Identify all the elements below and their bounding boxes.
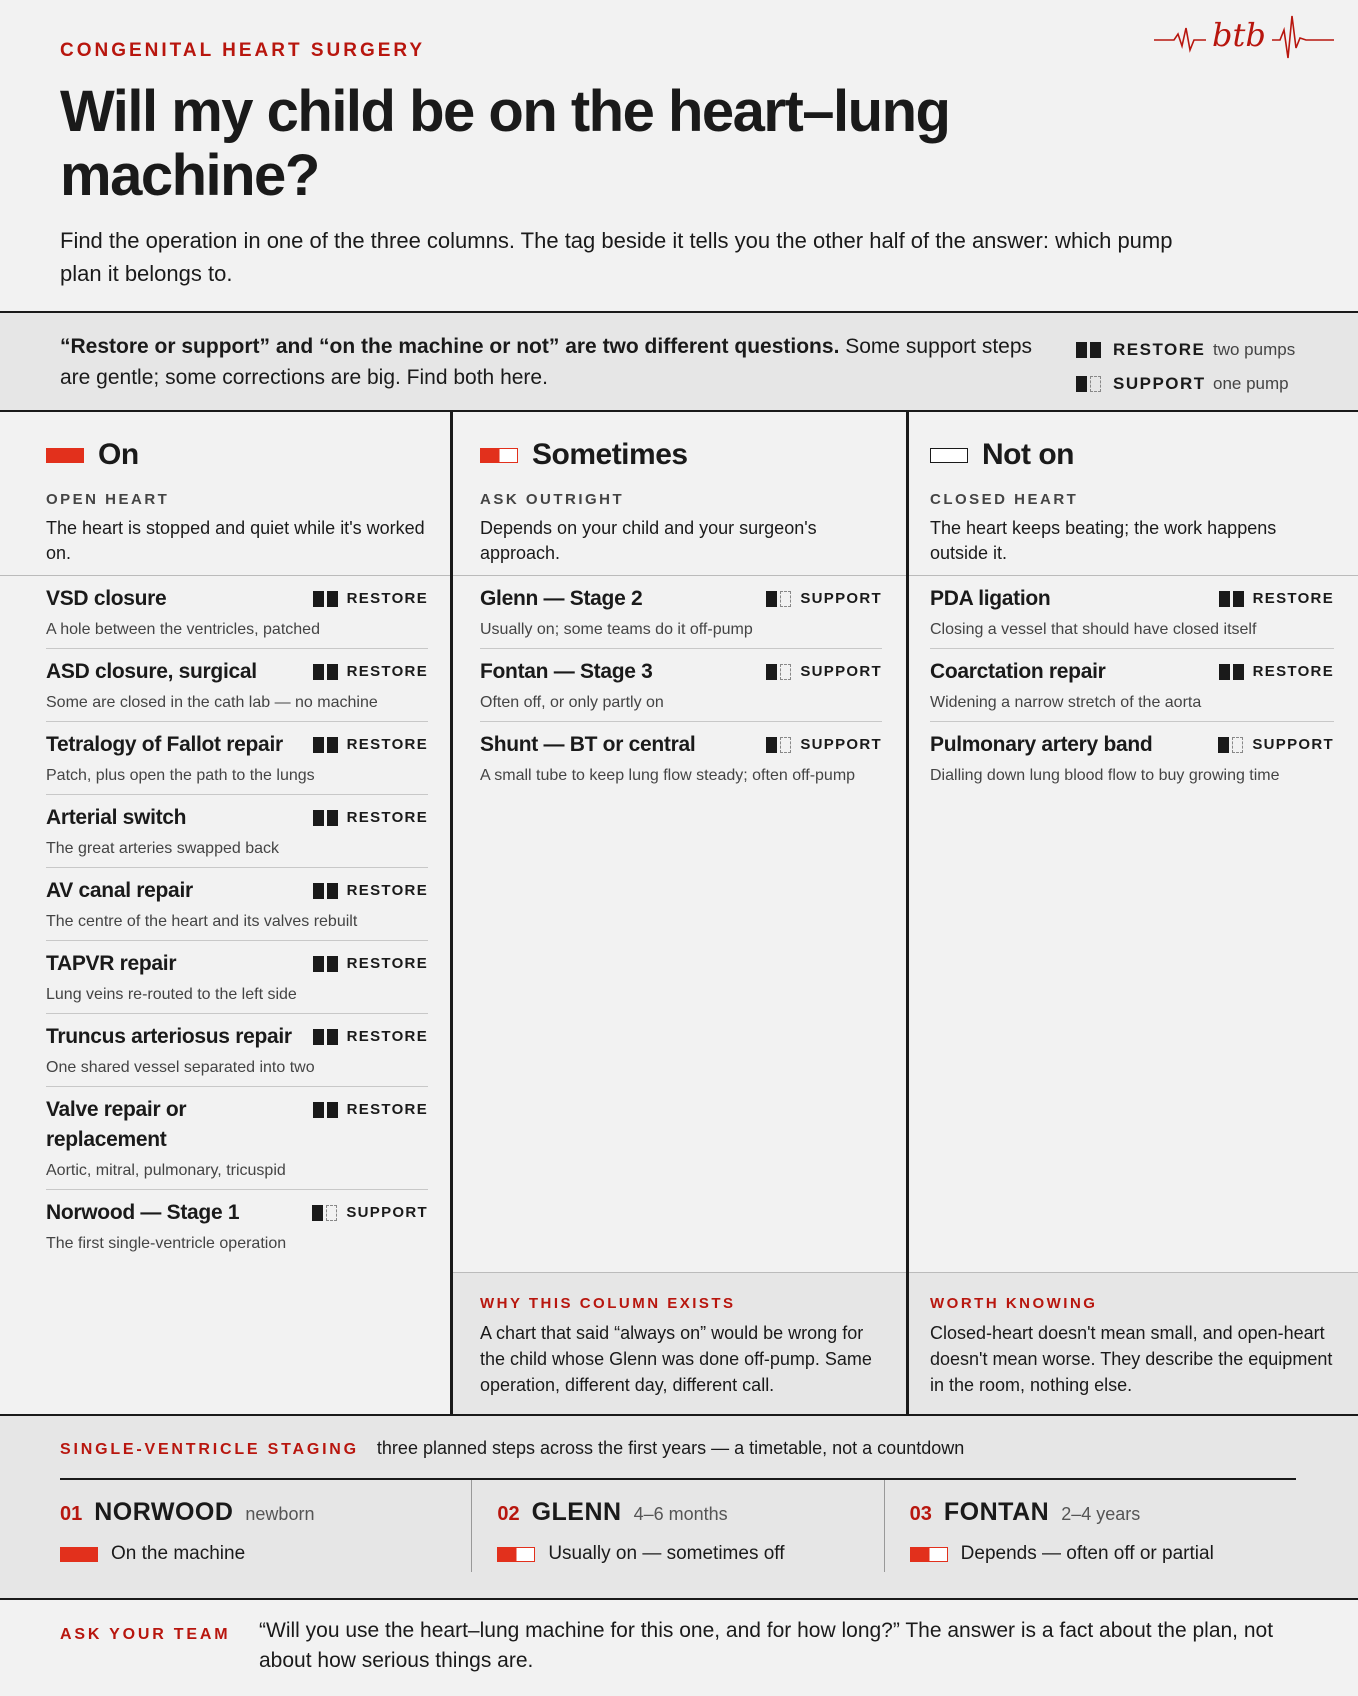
operation-name: VSD closure bbox=[46, 587, 167, 610]
note-kicker: WORTH KNOWING bbox=[930, 1295, 1098, 1312]
band-text bbox=[60, 331, 1040, 393]
stage-age: 4–6 months bbox=[633, 1504, 728, 1524]
stage-number: 02 bbox=[497, 1503, 520, 1525]
page-kicker: CONGENITAL HEART SURGERY bbox=[60, 40, 426, 61]
operation-name: Fontan — Stage 3 bbox=[480, 660, 653, 683]
support-pump-icon bbox=[766, 737, 791, 753]
operation-item bbox=[46, 1087, 428, 1190]
why-column-note bbox=[453, 1272, 906, 1414]
operation-item bbox=[46, 941, 428, 1014]
restore-pumps-icon bbox=[313, 810, 338, 826]
column-desc: The heart keeps beating; the work happens outside it. bbox=[930, 518, 1277, 563]
pump-tag bbox=[766, 663, 882, 680]
operation-name: Shunt — BT or central bbox=[480, 733, 696, 756]
operation-name: Glenn — Stage 2 bbox=[480, 587, 643, 610]
pump-tag-label: SUPPORT bbox=[800, 663, 882, 680]
legend-tag: SUPPORT bbox=[1113, 374, 1206, 393]
column-not-on bbox=[906, 412, 1358, 1414]
pump-legend bbox=[1076, 333, 1295, 401]
sometimes-swatch-icon bbox=[480, 448, 518, 463]
sometimes-swatch-icon bbox=[497, 1547, 535, 1562]
operation-list bbox=[0, 576, 450, 1262]
operation-name: Norwood — Stage 1 bbox=[46, 1201, 240, 1224]
operation-item bbox=[930, 722, 1334, 794]
sometimes-swatch-icon bbox=[910, 1547, 948, 1562]
restore-pumps-icon bbox=[313, 1029, 338, 1045]
operation-note: Aortic, mitral, pulmonary, tricuspid bbox=[46, 1162, 286, 1179]
note-kicker: WHY THIS COLUMN EXISTS bbox=[480, 1295, 736, 1312]
pump-tag bbox=[766, 736, 882, 753]
operation-list bbox=[909, 576, 1358, 794]
operation-note: Dialling down lung blood flow to buy growing time bbox=[930, 767, 1280, 784]
column-desc: The heart is stopped and quiet while it's worked on. bbox=[46, 518, 425, 563]
restore-pumps-icon bbox=[1076, 342, 1101, 358]
restore-pumps-icon bbox=[313, 1102, 338, 1118]
operation-name: Truncus arteriosus repair bbox=[46, 1025, 292, 1048]
operation-item bbox=[46, 1014, 428, 1087]
pump-tag bbox=[313, 663, 428, 680]
column-header bbox=[0, 412, 450, 576]
stage-status: Usually on — sometimes off bbox=[548, 1543, 785, 1564]
column-kicker: CLOSED HEART bbox=[930, 491, 1079, 508]
operation-item bbox=[480, 576, 882, 649]
stage-name: NORWOOD bbox=[94, 1498, 234, 1526]
pump-tag-label: SUPPORT bbox=[800, 590, 882, 607]
operation-note: The first single-ventricle operation bbox=[46, 1235, 287, 1252]
pump-tag-label: RESTORE bbox=[346, 882, 428, 899]
operation-name: Valve repair or replacement bbox=[46, 1098, 187, 1151]
operation-item bbox=[46, 722, 428, 795]
support-pump-icon bbox=[766, 591, 791, 607]
stage-status: Depends — often off or partial bbox=[960, 1543, 1214, 1564]
pump-tag-label: RESTORE bbox=[1252, 663, 1334, 680]
pump-tag-label: RESTORE bbox=[346, 736, 428, 753]
operation-item bbox=[480, 722, 882, 794]
stage-age: 2–4 years bbox=[1061, 1504, 1141, 1524]
legend-desc: two pumps bbox=[1213, 340, 1296, 359]
operation-name: Coarctation repair bbox=[930, 660, 1106, 683]
legend-desc: one pump bbox=[1213, 374, 1289, 393]
pump-tag-label: RESTORE bbox=[346, 590, 428, 607]
restore-pumps-icon bbox=[313, 883, 338, 899]
pump-tag bbox=[1219, 663, 1334, 680]
legend-support bbox=[1076, 367, 1295, 401]
pump-tag-label: RESTORE bbox=[346, 663, 428, 680]
restore-pumps-icon bbox=[313, 664, 338, 680]
column-header bbox=[909, 412, 1358, 576]
operation-note: The great arteries swapped back bbox=[46, 840, 280, 857]
column-kicker: OPEN HEART bbox=[46, 491, 170, 508]
operation-item bbox=[930, 576, 1334, 649]
operation-name: Pulmonary artery band bbox=[930, 733, 1153, 756]
pump-tag bbox=[313, 1028, 428, 1045]
page-intro: Find the operation in one of the three columns. The tag beside it tells you the other half of the answer: which pump plan it belongs to. bbox=[60, 228, 1173, 286]
support-pump-icon bbox=[1076, 376, 1101, 392]
stage-age: newborn bbox=[245, 1504, 315, 1524]
band-lead: “Restore or support” and “on the machine or not” are two different questions. bbox=[60, 335, 840, 358]
column-desc: Depends on your child and your surgeon's approach. bbox=[480, 518, 817, 563]
page-title: Will my child be on the heart–lung machine? bbox=[60, 79, 950, 208]
support-pump-icon bbox=[312, 1205, 337, 1221]
pump-tag bbox=[313, 590, 428, 607]
pump-tag bbox=[313, 955, 428, 972]
btb-heartbeat-logo bbox=[1154, 10, 1334, 66]
legend-restore bbox=[1076, 333, 1295, 367]
staging-text: three planned steps across the first years — a timetable, not a countdown bbox=[376, 1438, 965, 1458]
operation-item bbox=[46, 576, 428, 649]
pump-tag bbox=[1218, 736, 1334, 753]
operation-note: Patch, plus open the path to the lungs bbox=[46, 767, 315, 784]
stage-norwood bbox=[60, 1480, 471, 1572]
operation-item bbox=[46, 868, 428, 941]
footer-question: “Will you use the heart–lung machine for this one, and for how long?” The answer is a fact about the plan, not about how serious things are. bbox=[259, 1619, 1274, 1672]
operation-name: AV canal repair bbox=[46, 879, 193, 902]
pump-tag bbox=[312, 1204, 428, 1221]
stage-number: 01 bbox=[60, 1503, 83, 1525]
pump-tag bbox=[313, 809, 428, 826]
restore-support-band bbox=[0, 311, 1358, 412]
operation-list bbox=[453, 576, 906, 794]
restore-pumps-icon bbox=[313, 737, 338, 753]
legend-tag: RESTORE bbox=[1113, 340, 1206, 359]
pump-tag-label: RESTORE bbox=[1252, 590, 1334, 607]
stage-name: GLENN bbox=[531, 1498, 622, 1526]
operation-note: Usually on; some teams do it off-pump bbox=[480, 621, 753, 638]
pump-tag bbox=[313, 736, 428, 753]
operation-item bbox=[46, 795, 428, 868]
pump-tag-label: RESTORE bbox=[346, 809, 428, 826]
support-pump-icon bbox=[1218, 737, 1243, 753]
operation-note: The centre of the heart and its valves rebuilt bbox=[46, 913, 358, 930]
operation-note: Closing a vessel that should have closed itself bbox=[930, 621, 1257, 638]
pump-tag bbox=[313, 882, 428, 899]
operation-note: Some are closed in the cath lab — no machine bbox=[46, 694, 378, 711]
on-swatch-icon bbox=[46, 448, 84, 463]
operation-note: Lung veins re-routed to the left side bbox=[46, 986, 297, 1003]
pump-tag-label: SUPPORT bbox=[800, 736, 882, 753]
support-pump-icon bbox=[766, 664, 791, 680]
column-title: On bbox=[98, 438, 139, 471]
note-text: Closed-heart doesn't mean small, and open-heart doesn't mean worse. They describe the equipment in the room, nothing else. bbox=[930, 1323, 1333, 1395]
restore-pumps-icon bbox=[313, 956, 338, 972]
staging-kicker: SINGLE-VENTRICLE STAGING bbox=[60, 1441, 359, 1458]
pump-tag-label: RESTORE bbox=[346, 955, 428, 972]
operation-name: ASD closure, surgical bbox=[46, 660, 257, 683]
off-swatch-icon bbox=[930, 448, 968, 463]
pump-tag-label: SUPPORT bbox=[1252, 736, 1334, 753]
operation-item bbox=[480, 649, 882, 722]
column-title: Sometimes bbox=[532, 438, 688, 471]
restore-pumps-icon bbox=[313, 591, 338, 607]
stage-glenn bbox=[471, 1480, 883, 1572]
operation-note: Often off, or only partly on bbox=[480, 694, 664, 711]
operation-name: Arterial switch bbox=[46, 806, 187, 829]
operation-note: Widening a narrow stretch of the aorta bbox=[930, 694, 1202, 711]
column-on bbox=[0, 412, 450, 1414]
column-sometimes bbox=[450, 412, 906, 1414]
operation-name: Tetralogy of Fallot repair bbox=[46, 733, 283, 756]
logo-text: btb bbox=[1212, 16, 1266, 54]
column-kicker: ASK OUTRIGHT bbox=[480, 491, 625, 508]
pump-tag-label: RESTORE bbox=[346, 1101, 428, 1118]
pump-tag-label: RESTORE bbox=[346, 1028, 428, 1045]
band-rest: Some support steps are gentle; some corrections are big. Find both here. bbox=[60, 335, 1033, 389]
column-header bbox=[453, 412, 906, 576]
operation-item bbox=[46, 649, 428, 722]
restore-pumps-icon bbox=[1219, 591, 1244, 607]
on-swatch-icon bbox=[60, 1547, 98, 1562]
pump-tag bbox=[1219, 590, 1334, 607]
pump-tag bbox=[766, 590, 882, 607]
operation-name: TAPVR repair bbox=[46, 952, 177, 975]
restore-pumps-icon bbox=[1219, 664, 1244, 680]
column-title: Not on bbox=[982, 438, 1074, 471]
operation-item bbox=[46, 1190, 428, 1262]
pump-tag bbox=[313, 1101, 428, 1118]
stage-name: FONTAN bbox=[943, 1498, 1050, 1526]
pump-tag-label: SUPPORT bbox=[346, 1204, 428, 1221]
footer-kicker: ASK YOUR TEAM bbox=[60, 1626, 231, 1643]
operation-name: PDA ligation bbox=[930, 587, 1051, 610]
stage-status: On the machine bbox=[111, 1543, 246, 1564]
note-text: A chart that said “always on” would be wrong for the child whose Glenn was done off-pump. Same operation, different day, different call. bbox=[480, 1323, 872, 1395]
machine-columns bbox=[0, 412, 1358, 1414]
operation-note: One shared vessel separated into two bbox=[46, 1059, 315, 1076]
heartbeat-line-icon bbox=[1154, 28, 1206, 50]
single-ventricle-staging bbox=[0, 1414, 1358, 1600]
stage-fontan bbox=[884, 1480, 1296, 1572]
worth-knowing-note bbox=[909, 1272, 1358, 1414]
operation-note: A hole between the ventricles, patched bbox=[46, 621, 320, 638]
operation-item bbox=[930, 649, 1334, 722]
operation-note: A small tube to keep lung flow steady; often off-pump bbox=[480, 767, 856, 784]
stage-number: 03 bbox=[909, 1503, 932, 1525]
